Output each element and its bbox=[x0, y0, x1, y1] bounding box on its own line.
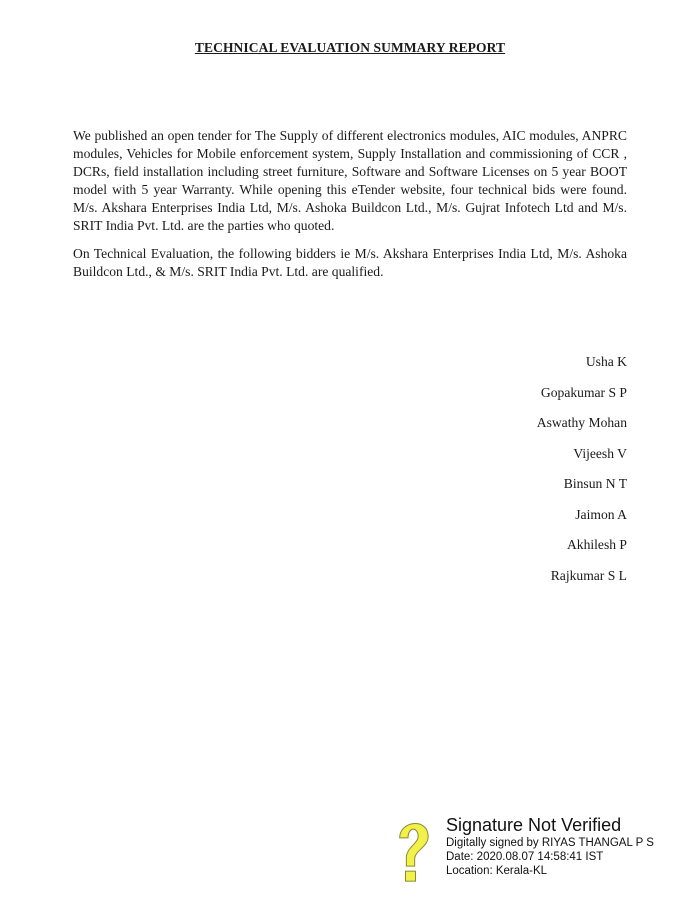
signatory-name: Usha K bbox=[585, 354, 627, 369]
signatory-name: Aswathy Mohan bbox=[536, 415, 627, 430]
signatory-name: Jaimon A bbox=[575, 506, 627, 522]
question-mark-icon bbox=[388, 812, 438, 892]
document-title: TECHNICAL EVALUATION SUMMARY REPORT bbox=[194, 40, 506, 55]
signature-signer: Digitally signed by RIYAS THANGAL P S bbox=[446, 837, 654, 849]
digital-signature-block[interactable] bbox=[446, 814, 654, 878]
signatories-list bbox=[537, 352, 627, 596]
signatory-name: Gopakumar S P bbox=[540, 384, 627, 400]
signatory-name: Akhilesh P bbox=[566, 537, 627, 552]
signature-location: Location: Kerala-KL bbox=[446, 865, 548, 877]
signatory-name: Rajkumar S L bbox=[550, 567, 627, 583]
signatory-name: Vijeesh V bbox=[573, 445, 627, 461]
signature-date: Date: 2020.08.07 14:58:41 IST bbox=[446, 851, 604, 863]
paragraph-evaluation-result: On Technical Evaluation, the following bidders ie M/s. Akshara Enterprises India Ltd, M/s. Ashoka Buildcon Ltd., & M/s. SRIT India Pvt. Ltd. are qualified. bbox=[73, 246, 627, 279]
signatory-name: Binsun N T bbox=[563, 476, 627, 491]
paragraph-tender-description: We published an open tender for The Supply of different electronics modules, AIC modules, ANPRC modules, Vehicles for Mobile enforcement system, Supply Installation and commissioning of CCR , DCRs, field installation including street furniture, Software and Software Licenses on 5 year BOOT model with 5 year Warranty. While opening this eTender website, four technical bids were found. M/s. Akshara Enterprises India Ltd, M/s. Ashoka Buildcon Ltd., M/s. Gujrat Infotech Ltd and M/s. SRIT India Pvt. Ltd. are the parties who quoted. bbox=[73, 128, 627, 233]
document-body bbox=[73, 127, 627, 291]
signature-status: Signature Not Verified bbox=[446, 815, 622, 835]
